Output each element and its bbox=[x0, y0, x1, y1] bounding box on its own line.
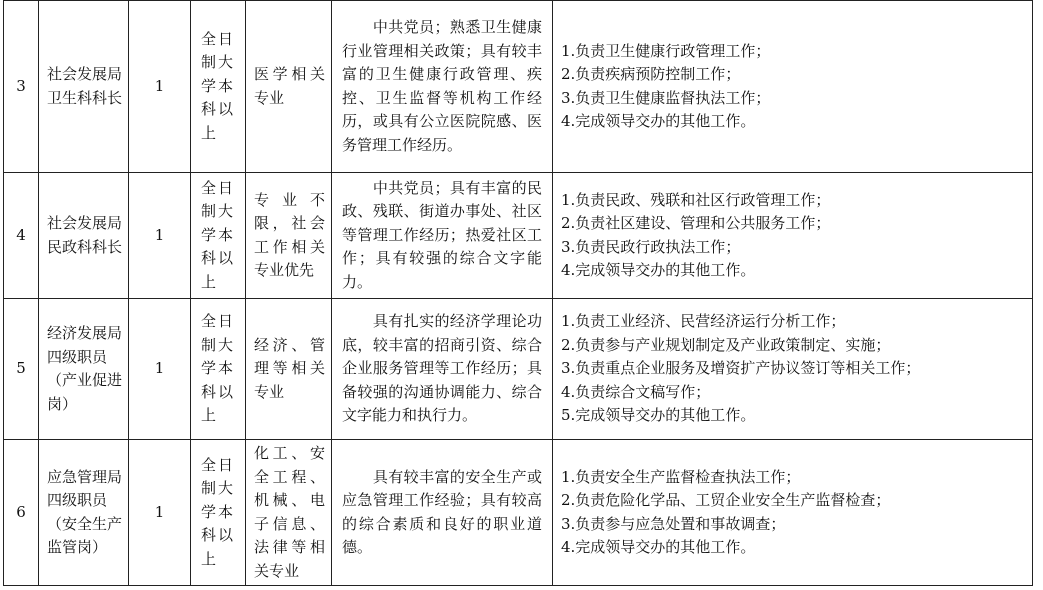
headcount: 1 bbox=[129, 299, 191, 440]
job-duties bbox=[553, 299, 1033, 440]
duty-item: 4.负责综合文稿写作； bbox=[561, 382, 711, 401]
table-row bbox=[4, 440, 1033, 586]
duty-item: 3.负责参与应急处置和事故调查； bbox=[561, 514, 786, 533]
duty-item: 1.负责安全生产监督检查执法工作； bbox=[561, 467, 801, 486]
qualification-requirement bbox=[332, 440, 553, 586]
table-row bbox=[4, 1, 1033, 173]
row-number: 6 bbox=[4, 440, 39, 586]
major-text: 经济、管理等相关专业 bbox=[254, 335, 325, 401]
headcount: 1 bbox=[129, 440, 191, 586]
duty-item: 1.负责工业经济、民营经济运行分析工作； bbox=[561, 312, 846, 331]
headcount: 1 bbox=[129, 1, 191, 173]
major-requirement bbox=[246, 1, 332, 173]
position-name-text: 社会发展局民政科科长 bbox=[47, 214, 123, 256]
major-text: 化工、安全工程、机械、电子信息、法律等相关专业 bbox=[254, 444, 325, 580]
education-text: 全日制大学本科以上 bbox=[201, 178, 236, 291]
duty-item: 1.负责卫生健康行政管理工作； bbox=[561, 41, 771, 60]
qualification-text: 具有扎实的经济学理论功底，较丰富的招商引资、综合企业服务管理等工作经历；具备较强的沟通协调能力、综合文字能力和执行力。 bbox=[342, 312, 542, 425]
duty-item: 4.完成领导交办的其他工作。 bbox=[561, 112, 756, 130]
qualification-text: 中共党员；熟悉卫生健康行业管理相关政策；具有较丰富的卫生健康行政管理、疾控、卫生监督等机构工作经历，或具有公立医院院感、医务管理工作经历。 bbox=[342, 18, 542, 154]
major-requirement bbox=[246, 173, 332, 299]
position-name bbox=[39, 299, 129, 440]
row-number: 3 bbox=[4, 1, 39, 173]
duty-item: 3.负责卫生健康监督执法工作； bbox=[561, 88, 771, 107]
duty-item: 4.完成领导交办的其他工作。 bbox=[561, 538, 756, 556]
qualification-text: 具有较丰富的安全生产或应急管理工作经验；具有较高的综合素质和良好的职业道德。 bbox=[342, 467, 542, 556]
qualification-requirement bbox=[332, 299, 553, 440]
table-row bbox=[4, 173, 1033, 299]
duty-item: 2.负责危险化学品、工贸企业安全生产监督检查； bbox=[561, 491, 891, 509]
duty-item: 4.完成领导交办的其他工作。 bbox=[561, 261, 756, 279]
position-name bbox=[39, 440, 129, 586]
major-text: 医学相关专业 bbox=[254, 65, 325, 107]
qualification-requirement bbox=[332, 1, 553, 173]
position-name-text: 社会发展局卫生科科长 bbox=[47, 65, 123, 107]
job-duties bbox=[553, 173, 1033, 299]
job-duties bbox=[553, 440, 1033, 586]
qualification-requirement bbox=[332, 173, 553, 299]
duty-item: 1.负责民政、残联和社区行政管理工作； bbox=[561, 190, 831, 209]
row-number: 5 bbox=[4, 299, 39, 440]
duty-item: 3.负责民政行政执法工作； bbox=[561, 237, 741, 256]
education-text: 全日制大学本科以上 bbox=[201, 312, 236, 425]
duty-item: 5.完成领导交办的其他工作。 bbox=[561, 406, 756, 425]
table-row bbox=[4, 299, 1033, 440]
qualification-text: 中共党员；具有丰富的民政、残联、街道办事处、社区等管理工作经历；热爱社区工作；具有较强的综合文字能力。 bbox=[342, 178, 542, 291]
row-number: 4 bbox=[4, 173, 39, 299]
education-requirement bbox=[191, 440, 246, 586]
duty-item: 2.负责社区建设、管理和公共服务工作； bbox=[561, 214, 831, 232]
education-requirement bbox=[191, 173, 246, 299]
position-name-text: 经济发展局四级职员（产业促进岗） bbox=[47, 324, 123, 413]
position-table bbox=[3, 0, 1033, 586]
position-name-text: 应急管理局四级职员（安全生产监管岗） bbox=[47, 467, 123, 556]
duty-item: 3.负责重点企业服务及增资扩产协议签订等相关工作； bbox=[561, 359, 921, 378]
education-requirement bbox=[191, 299, 246, 440]
major-text: 专业不限，社会工作相关专业优先 bbox=[254, 190, 325, 279]
position-name bbox=[39, 1, 129, 173]
duty-item: 2.负责参与产业规划制定及产业政策制定、实施； bbox=[561, 335, 891, 354]
major-requirement bbox=[246, 440, 332, 586]
position-name bbox=[39, 173, 129, 299]
duty-item: 2.负责疾病预防控制工作； bbox=[561, 65, 741, 83]
education-text: 全日制大学本科以上 bbox=[201, 455, 236, 568]
education-requirement bbox=[191, 1, 246, 173]
education-text: 全日制大学本科以上 bbox=[201, 29, 236, 142]
major-requirement bbox=[246, 299, 332, 440]
headcount: 1 bbox=[129, 173, 191, 299]
job-duties bbox=[553, 1, 1033, 173]
